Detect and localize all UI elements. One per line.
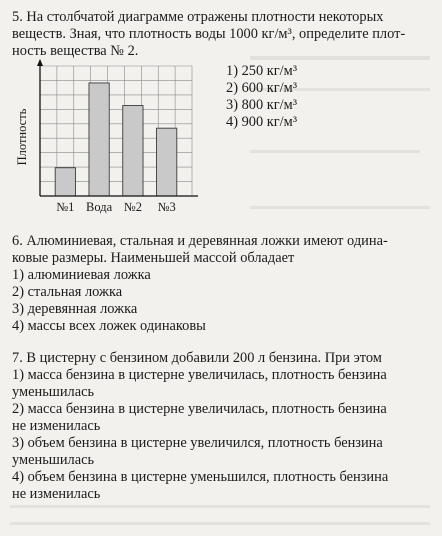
q7-option-4: 4) объем бензина в цистерне уменьшился, плотность бензина [12, 469, 389, 485]
q5-option-3: 3) 800 кг/м³ [226, 97, 298, 113]
q7-option-1: 1) масса бензина в цистерне увеличилась, плотность бензина [12, 367, 387, 383]
bar-3 [123, 106, 143, 196]
q5-option-4: 4) 900 кг/м³ [226, 114, 298, 130]
q7-option-2-cont: не изменилась [12, 418, 101, 434]
q6-option-3: 3) деревянная ложка [12, 301, 138, 317]
q7-text-line-1: 7. В цистерну с бензином добавили 200 л бензина. При этом [12, 350, 382, 366]
q7-option-3: 3) объем бензина в цистерне увеличился, плотность бензина [12, 435, 383, 451]
x-tick-label: №2 [123, 200, 142, 214]
q6-option-2: 2) стальная ложка [12, 284, 123, 300]
q6-text-line-1: 6. Алюминиевая, стальная и деревянная ложки имеют одина- [12, 233, 388, 249]
q5-text-line-3: ность вещества № 2. [12, 43, 139, 59]
q6-option-4: 4) массы всех ложек одинаковы [12, 318, 206, 334]
q5-option-2: 2) 600 кг/м³ [226, 80, 298, 96]
y-axis-arrow-icon [37, 59, 43, 66]
x-tick-label: №3 [157, 200, 176, 214]
y-axis-label: Плотность [15, 108, 29, 166]
x-tick-label: №1 [56, 200, 75, 214]
q7-option-4-cont: не изменилась [12, 486, 101, 502]
q5-option-1: 1) 250 кг/м³ [226, 63, 298, 79]
density-bar-chart [14, 58, 214, 218]
q5-text-line-2: веществ. Зная, что плотность воды 1000 кг/м³, определите плот- [12, 26, 406, 42]
x-tick-label: Вода [86, 200, 113, 214]
q7-option-1-cont: уменьшилась [12, 384, 95, 400]
q6-option-1: 1) алюминиевая ложка [12, 267, 151, 283]
bar-2 [89, 83, 109, 196]
bar-1 [55, 168, 75, 196]
bar-4 [157, 128, 177, 196]
q5-text-line-1: 5. На столбчатой диаграмме отражены плотности некоторых [12, 9, 384, 25]
q6-text-line-2: ковые размеры. Наименьшей массой обладает [12, 250, 295, 266]
q7-option-3-cont: уменьшилась [12, 452, 95, 468]
q7-option-2: 2) масса бензина в цистерне увеличилась, плотность бензина [12, 401, 387, 417]
